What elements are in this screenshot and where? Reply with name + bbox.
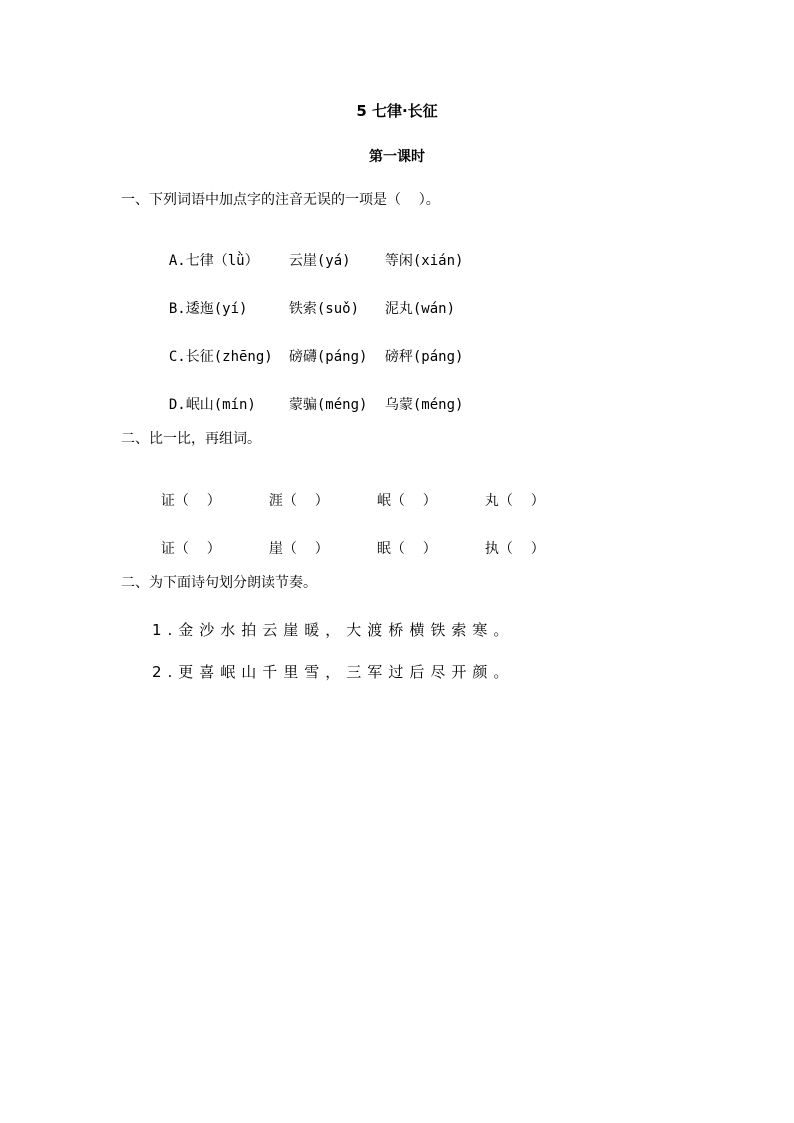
compare-item: 岷（ ） [376, 493, 437, 509]
question-3-heading: 二、为下面诗句划分朗读节奏。 [121, 575, 317, 591]
option-b [152, 288, 455, 316]
option-a-word-1: A.七律（lǜ） [168, 253, 259, 269]
option-b-word-2: 铁索(suǒ) [288, 301, 360, 317]
option-b-word-1: B.逶迤(yí) [168, 301, 248, 317]
option-c [152, 336, 463, 364]
poem-line-2: 2.更喜岷山千里雪，三军过后尽开颜。 [152, 663, 515, 681]
option-d-word-1: D.岷山(mín) [168, 397, 256, 413]
option-d [152, 384, 463, 412]
compare-row-1 [152, 480, 593, 508]
compare-item: 证（ ） [160, 493, 221, 509]
option-d-word-2: 蒙骗(méng) [288, 397, 368, 413]
option-d-word-3: 乌蒙(méng) [384, 397, 464, 413]
option-c-word-3: 磅秤(páng) [384, 349, 464, 365]
option-a-word-3: 等闲(xián) [384, 253, 464, 269]
compare-row-2 [152, 528, 593, 556]
poem-line-1: 1.金沙水拍云崖暖，大渡桥横铁索寒。 [152, 621, 515, 639]
compare-item: 证（ ） [160, 541, 221, 557]
option-a [152, 240, 463, 268]
option-c-word-1: C.长征(zhēng) [168, 349, 273, 365]
compare-item: 崖（ ） [268, 541, 329, 557]
compare-item: 涯（ ） [268, 493, 329, 509]
compare-item: 丸（ ） [484, 493, 545, 509]
question-2-heading: 二、比一比，再组词。 [121, 431, 261, 447]
option-a-word-2: 云崖(yá) [288, 253, 351, 269]
compare-item: 眠（ ） [376, 541, 437, 557]
option-c-word-2: 磅礴(páng) [288, 349, 368, 365]
option-b-word-3: 泥丸(wán) [384, 301, 456, 317]
compare-item: 执（ ） [484, 541, 545, 557]
lesson-subtitle: 第一课时 [369, 149, 425, 165]
page-title: 5 七律·长征 [356, 102, 438, 120]
question-1-heading: 一、下列词语中加点字的注音无误的一项是（ ）。 [121, 192, 440, 208]
